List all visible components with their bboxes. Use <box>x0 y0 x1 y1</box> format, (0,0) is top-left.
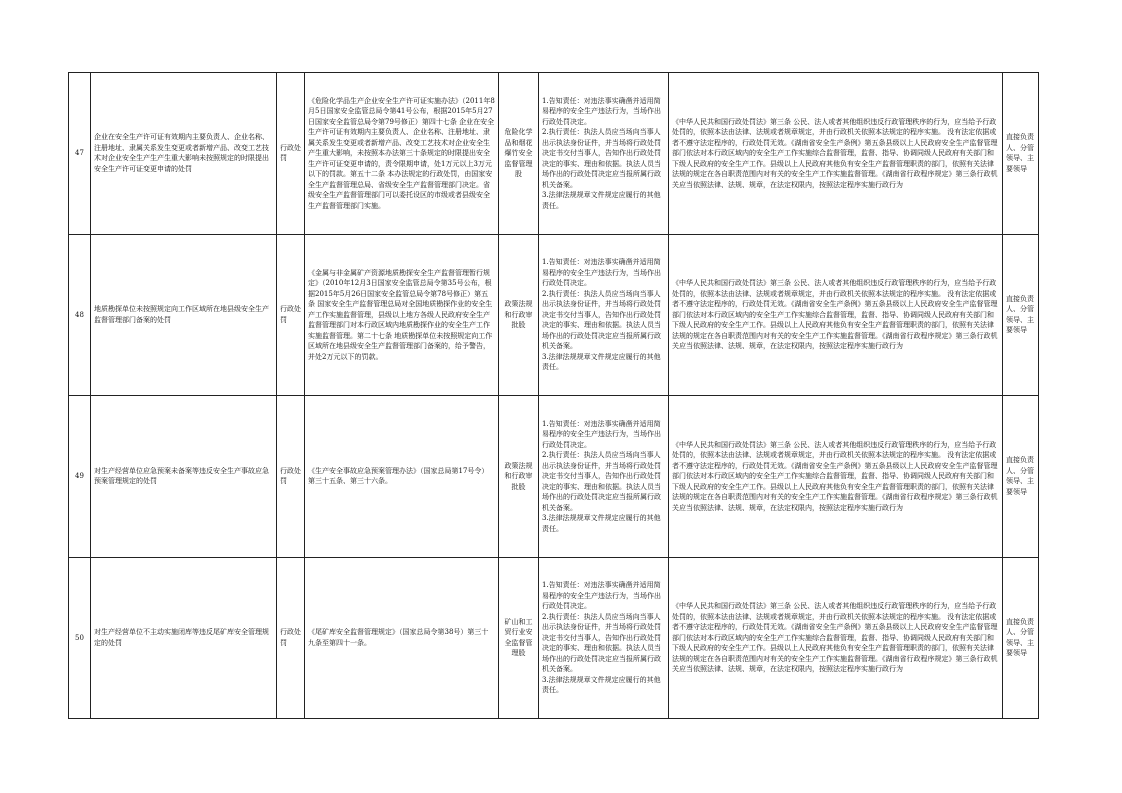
item-name: 对生产经营单位应急预案未备案等违反安全生产事故应急预案管理规定的处罚 <box>91 396 277 558</box>
accountable-persons: 直接负责人、分管领导、主要领导 <box>1003 234 1039 396</box>
responsible-department: 政策法规和行政审批股 <box>499 396 539 558</box>
power-list-table <box>68 72 1039 719</box>
item-name: 对生产经营单位不主动实施闭库等违反尾矿库安全管理规定的处罚 <box>91 557 277 719</box>
table-row <box>69 73 1039 235</box>
responsibility-items: 1.告知责任：对违法事实确凿并适用简易程序的安全生产违法行为，当场作出行政处罚决定。 2.执行责任：执法人员应当场向当事人出示执法身份证件，并当场将行政处罚决定书交付当事人，告知作出行政处罚决定的事实、理由和依据。执法人员当场作出的行政处罚决定应当报所属行政机关备案。 3.法律法规规章文件规定应履行的其他责任。 <box>539 234 669 396</box>
power-type: 行政处罚 <box>277 73 305 235</box>
accountable-persons: 直接负责人、分管领导、主要领导 <box>1003 73 1039 235</box>
accountable-persons: 直接负责人、分管领导、主要领导 <box>1003 396 1039 558</box>
responsibility-basis: 《中华人民共和国行政处罚法》第三条 公民、法人或者其他组织违反行政管理秩序的行为，应当给予行政处罚的，依照本法由法律、法规或者规章规定，并由行政机关依照本法规定的程序实施。 没有法定依据或者不遵守法定程序的，行政处罚无效。《湖南省安全生产条例》第五条县级以上人民政府安全生产监督管理部门依法对本行政区域内的安全生产工作实施综合监督管理，监督、指导、协调同级人民政府有关部门和下级人民政府的安全生产工作。县级以上人民政府其他负有安全生产监督管理职责的部门，依照有关法律法规的规定在各自职责范围内对有关的安全生产工作实施监督管理。《湖南省行政程序规定》第三条行政机关应当依照法律、法规、规章，在法定权限内，按照法定程序实施行政行为 <box>669 73 1003 235</box>
legal-basis: 《生产安全事故应急预案管理办法》（国家总局第17号令）第三十五条、第三十六条。 <box>305 396 499 558</box>
responsibility-basis: 《中华人民共和国行政处罚法》第三条 公民、法人或者其他组织违反行政管理秩序的行为，应当给予行政处罚的，依照本法由法律、法规或者规章规定，并由行政机关依照本法规定的程序实施。 没有法定依据或者不遵守法定程序的，行政处罚无效。《湖南省安全生产条例》第五条县级以上人民政府安全生产监督管理部门依法对本行政区域内的安全生产工作实施综合监督管理，监督、指导、协调同级人民政府有关部门和下级人民政府的安全生产工作。县级以上人民政府其他负有安全生产监督管理职责的部门，依照有关法律法规的规定在各自职责范围内对有关的安全生产工作实施监督管理。《湖南省行政程序规定》第三条行政机关应当依照法律、法规、规章，在法定权限内，按照法定程序实施行政行为 <box>669 234 1003 396</box>
item-name: 地质勘探单位未按照规定向工作区域所在地县级安全生产监督管理部门备案的处罚 <box>91 234 277 396</box>
accountable-persons: 直接负责人、分管领导、主要领导 <box>1003 557 1039 719</box>
responsibility-items: 1.告知责任：对违法事实确凿并适用简易程序的安全生产违法行为，当场作出行政处罚决定。 2.执行责任：执法人员应当场向当事人出示执法身份证件，并当场将行政处罚决定书交付当事人，告知作出行政处罚决定的事实、理由和依据。执法人员当场作出的行政处罚决定应当报所属行政机关备案。 3.法律法规规章文件规定应履行的其他责任。 <box>539 73 669 235</box>
responsible-department: 矿山和工贸行业安全监督管理股 <box>499 557 539 719</box>
legal-basis: 《危险化学品生产企业安全生产许可证实施办法》（2011年8月5日国家安全监管总局令第41号公布，根据2015年5月27日国家安全监管总局令第79号修正）第四十七条 企业在安全生产许可证有效期内主要负责人、企业名称、注册地址、隶属关系发生变更或者新增产品、改变工艺技术对企业安全生产生重大影响，未按照本办法第三十条规定的时限提出安全生产许可证变更申请的，责令限期申请，处1万元以上3万元以下的罚款。第五十二条 本办法规定的行政处罚，由国家安全生产监督管理总局、省级安全生产监督管理部门决定。省级安全生产监督管理部门可以委托设区的市级或者县级安全生产监督管理部门实施。 <box>305 73 499 235</box>
responsible-department: 政策法规和行政审批股 <box>499 234 539 396</box>
legal-basis: 《尾矿库安全监督管理规定》（国家总局令第38号）第三十九条至第四十一条。 <box>305 557 499 719</box>
responsible-department: 危险化学品和烟花爆竹安全监督管理股 <box>499 73 539 235</box>
row-number: 49 <box>69 396 91 558</box>
power-type: 行政处罚 <box>277 557 305 719</box>
table-row <box>69 557 1039 719</box>
responsibility-basis: 《中华人民共和国行政处罚法》第三条 公民、法人或者其他组织违反行政管理秩序的行为，应当给予行政处罚的，依照本法由法律、法规或者规章规定，并由行政机关依照本法规定的程序实施。 没有法定依据或者不遵守法定程序的，行政处罚无效。《湖南省安全生产条例》第五条县级以上人民政府安全生产监督管理部门依法对本行政区域内的安全生产工作实施综合监督管理，监督、指导、协调同级人民政府有关部门和下级人民政府的安全生产工作。县级以上人民政府其他负有安全生产监督管理职责的部门，依照有关法律法规的规定在各自职责范围内对有关的安全生产工作实施监督管理。《湖南省行政程序规定》第三条行政机关应当依照法律、法规、规章，在法定权限内，按照法定程序实施行政行为 <box>669 557 1003 719</box>
power-type: 行政处罚 <box>277 234 305 396</box>
responsibility-items: 1.告知责任：对违法事实确凿并适用简易程序的安全生产违法行为，当场作出行政处罚决定。 2.执行责任：执法人员应当场向当事人出示执法身份证件，并当场将行政处罚决定书交付当事人，告知作出行政处罚决定的事实、理由和依据。执法人员当场作出的行政处罚决定应当报所属行政机关备案。 3.法律法规规章文件规定应履行的其他责任。 <box>539 396 669 558</box>
row-number: 48 <box>69 234 91 396</box>
row-number: 50 <box>69 557 91 719</box>
table-row <box>69 396 1039 558</box>
item-name: 企业在安全生产许可证有效期内主要负责人、企业名称、注册地址、隶属关系发生变更或者新增产品、改变工艺技术对企业安全生产生产生重大影响未按照规定的时限提出安全生产许可证变更申请的处罚 <box>91 73 277 235</box>
responsibility-items: 1.告知责任：对违法事实确凿并适用简易程序的安全生产违法行为，当场作出行政处罚决定。 2.执行责任：执法人员应当场向当事人出示执法身份证件，并当场将行政处罚决定书交付当事人，告知作出行政处罚决定的事实、理由和依据。执法人员当场作出的行政处罚决定应当报所属行政机关备案。 3.法律法规规章文件规定应履行的其他责任。 <box>539 557 669 719</box>
table-row <box>69 234 1039 396</box>
legal-basis: 《金属与非金属矿产资源地质勘探安全生产监督管理暂行规定》（2010年12月3日国家安全监管总局令第35号公布，根据2015年5月26日国家安全监管总局令第78号修正）第五条 国家安全生产监督管理总局对全国地质勘探作业的安全生产工作实施监督管理，县级以上地方各级人民政府安全生产监督管理部门对本行政区域内地质勘探作业的安全生产工作实施监督管理。第二十七条 地质勘探单位未按照规定向工作区域所在地县级安全生产监督管理部门备案的，给予警告，并处2万元以下的罚款。 <box>305 234 499 396</box>
responsibility-basis: 《中华人民共和国行政处罚法》第三条 公民、法人或者其他组织违反行政管理秩序的行为，应当给予行政处罚的，依照本法由法律、法规或者规章规定，并由行政机关依照本法规定的程序实施。 没有法定依据或者不遵守法定程序的，行政处罚无效。《湖南省安全生产条例》第五条县级以上人民政府安全生产监督管理部门依法对本行政区域内的安全生产工作实施综合监督管理，监督、指导、协调同级人民政府有关部门和下级人民政府的安全生产工作。县级以上人民政府其他负有安全生产监督管理职责的部门，依照有关法律法规的规定在各自职责范围内对有关的安全生产工作实施监督管理。《湖南省行政程序规定》第三条行政机关应当依照法律、法规、规章，在法定权限内，按照法定程序实施行政行为 <box>669 396 1003 558</box>
power-type: 行政处罚 <box>277 396 305 558</box>
row-number: 47 <box>69 73 91 235</box>
